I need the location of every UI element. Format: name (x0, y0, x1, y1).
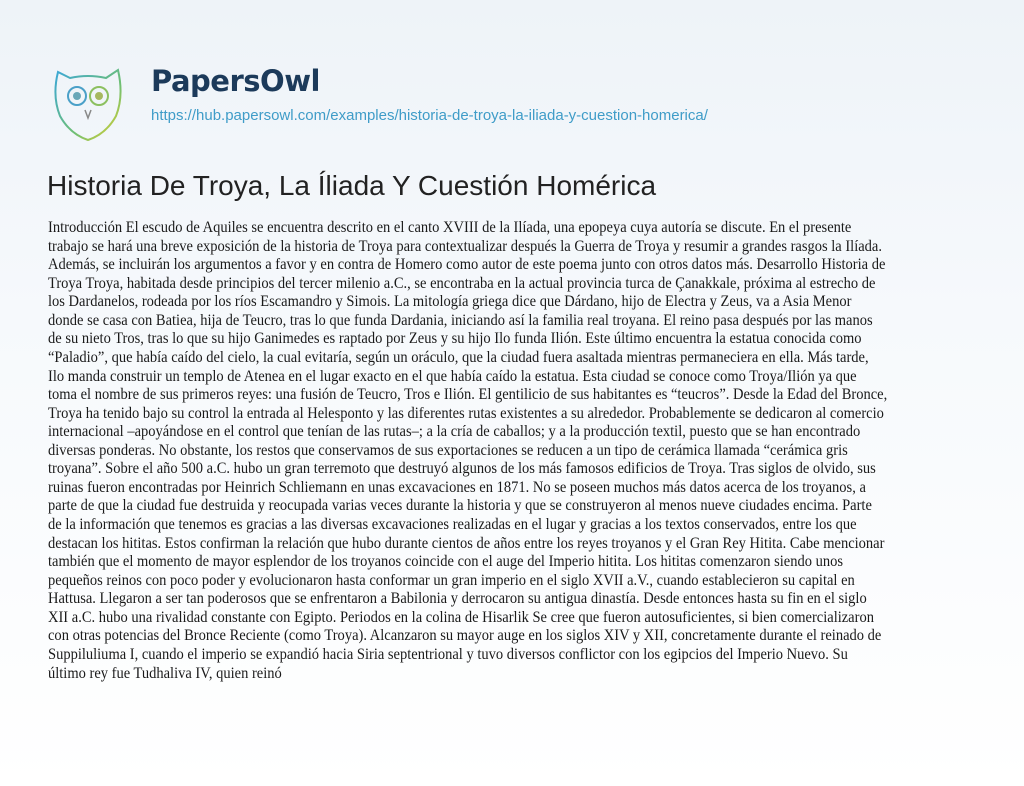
body-text-line: con otras potencias del Bronce Reciente (como Troya). Alcanzaron su mayor auge en los siglos XIV y XII, concretamente durante el reinado de (48, 627, 882, 645)
body-text-line: destacan los hititas. Estos confirman la relación que hubo durante cientos de años entre los reyes troyanos y el Gran Rey Hitita. Cabe mencionar (48, 534, 885, 552)
body-text-line: toma el nombre de sus primeros reyes: una fusión de Teucro, Tros e Ilión. El gentilicio de sus habitantes es “teucros”. Desde la Edad del Bronce, (48, 386, 888, 404)
body-text-line: internacional –apoyándose en el control que tenían de las rutas–; a la cría de caballos; y a la producción textil, puesto que se han encontrado (48, 423, 861, 441)
source-url-link[interactable]: https://hub.papersowl.com/examples/historia-de-troya-la-iliada-y-cuestion-homerica/ (151, 107, 708, 124)
body-text-line: donde se casa con Batiea, hija de Teucro, tras lo que funda Dardania, iniciando así la familia real troyana. El reino pasa después por las manos (48, 311, 873, 329)
body-text-line: ruinas fueron encontradas por Heinrich Schliemann en unas excavaciones en 1871. No se poseen muchos más datos acerca de los troyanos, a (48, 478, 866, 496)
body-text-line: Suppiluliuma I, cuando el imperio se expandió hacia Siria septentrional y tuvo diversos conflictor con los egipcios del Imperio Nuevo. Su (48, 645, 848, 663)
document-body (48, 219, 988, 683)
body-text-line: Troya Troya, habitada desde principios del tercer milenio a.C., se encontraba en la actual provincia turca de Çanakkale, próxima al estrecho de (48, 274, 876, 292)
body-text-line: también que el momento de mayor esplendor de los troyanos coincide con el auge del Imperio hitita. Los hititas comenzaron siendo unos (48, 553, 843, 571)
body-text-line: de la información que tenemos es gracias a las diversas excavaciones realizadas en el lugar y gracias a los textos conservados, entre los que (48, 516, 857, 533)
brand-name[interactable]: PapersOwl (151, 64, 320, 98)
body-text-line: último rey fue Tudhaliva IV, quien reinó (48, 664, 282, 682)
body-text-line: diversas ponderas. No obstante, los restos que conservamos de sus exportaciones se reducen a un tipo de cerámica llamada “cerámica gris (48, 441, 848, 459)
document-title: Historia De Troya, La Íliada Y Cuestión Homérica (47, 170, 657, 201)
body-text-line: XII a.C. hubo una rivalidad constante con Egipto. Periodos en la colina de Hisarlik Se cree que fueron autosuficientes, si bien comercializaron (48, 608, 874, 626)
body-text-line: Troya ha tenido bajo su control la entrada al Helesponto y las diferentes rutas existentes a su alrededor. Probablemente se dedicaron al comercio (48, 404, 884, 422)
body-text-line: de su nieto Tros, tras lo que su hijo Ganimedes es raptado por Zeus y su hijo Ilo funda Ilión. Este último encuentra la estatua conocida como (48, 330, 862, 348)
body-text-line: Hattusa. Llegaron a ser tan poderosos que se enfrentaron a Babilonia y derrocaron su antigua dinastía. Desde entonces hasta su fin en el siglo (48, 590, 867, 608)
body-text-line: “Paladio”, que había caído del cielo, la cual evitaría, según un oráculo, que la ciudad fuera asaltada mientras permaneciera en ella. Más tarde, (48, 348, 869, 366)
body-text-line: Además, se incluirán los argumentos a favor y en contra de Homero como autor de este poema junto con otros datos más. Desarrollo Historia de (48, 256, 886, 274)
body-text-line: parte de que la ciudad fue destruida y reocupada varias veces durante la historia y que se construyeron al menos nueve ciudades encima. Parte (48, 497, 872, 515)
owl-logo-icon[interactable] (50, 66, 126, 142)
body-text-line: pequeños reinos con poco poder y evolucionaron hasta conformar un gran imperio en el siglo XVII a.V., cuando establecieron su capital en (48, 571, 855, 589)
body-text-line: trabajo se hará una breve exposición de la historia de Troya para contextualizar después la Guerra de Troya y resumir a grandes rasgos la Ilíada. (48, 237, 883, 255)
body-text-line: troyana”. Sobre el año 500 a.C. hubo un gran terremoto que destruyó algunos de los más famosos edificios de Troya. Tras siglos de olvido, sus (48, 460, 876, 478)
body-text-line: Introducción El escudo de Aquiles se encuentra descrito en el canto XVIII de la Ilíada, una epopeya cuya autoría se discute. En el presente (48, 219, 852, 236)
body-text-line: Ilo manda construir un templo de Atenea en el lugar exacto en el que había caído la estatua. Esta ciudad se conoce como Troya/Ilión ya que (48, 367, 857, 385)
body-text-line: los Dardanelos, rodeada por los ríos Escamandro y Simois. La mitología griega dice que Dárdano, hijo de Electra y Zeus, va a Asia Menor (48, 293, 852, 311)
